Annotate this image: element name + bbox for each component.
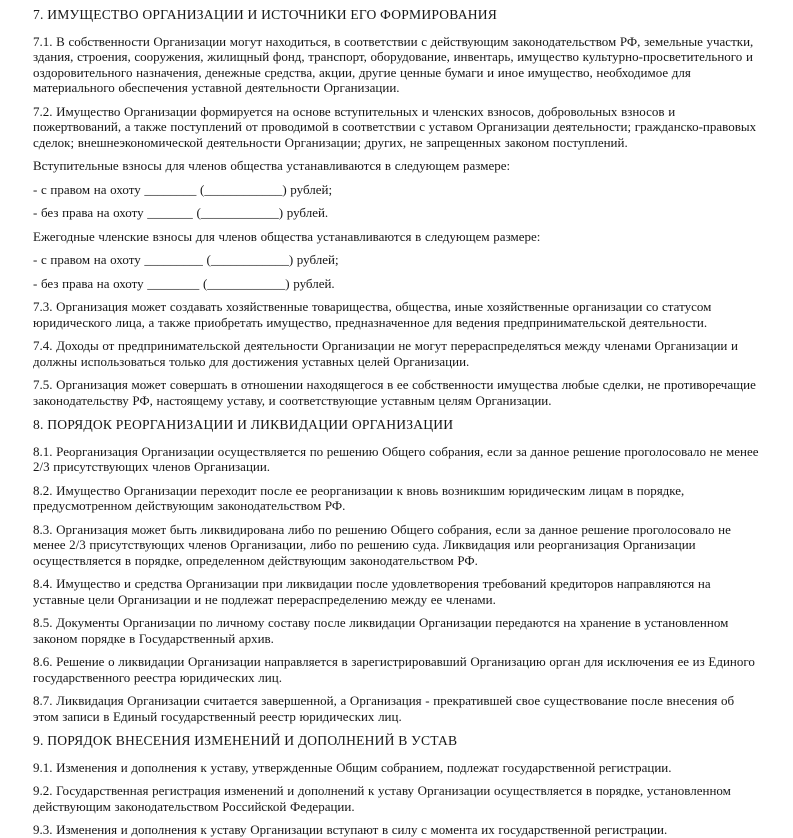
clause-7-4: 7.4. Доходы от предпринимательской деятельности Организации не могут перераспределяться между членами Организации и должны использоваться только для достижения уставных целей Организации.: [33, 338, 738, 369]
section-9-heading: 9. ПОРЯДОК ВНЕСЕНИЯ ИЗМЕНЕНИЙ И ДОПОЛНЕНИЙ В УСТАВ: [33, 733, 458, 748]
section-7-heading: 7. ИМУЩЕСТВО ОРГАНИЗАЦИИ И ИСТОЧНИКИ ЕГО ФОРМИРОВАНИЯ: [33, 7, 498, 22]
clause-8-6: 8.6. Решение о ликвидации Организации направляется в зарегистрировавший Организацию орган для исключения ее из Единого государственного реестра юридических лиц.: [33, 654, 755, 685]
section-7-property: [33, 7, 763, 408]
clause-7-5: 7.5. Организация может совершать в отношении находящегося в ее собственности имущества любые сделки, не противоречащие законодательству РФ, настоящему уставу, и соответствующие уставным целям Организации.: [33, 377, 756, 408]
annual-fees-intro: Ежегодные членские взносы для членов общества устанавливаются в следующем размере:: [33, 228, 541, 244]
clause-7-2: 7.2. Имущество Организации формируется на основе вступительных и членских взносов, добровольных взносов и пожертвований, а также поступлений от проводимой в соответствии с уставом Организации деятельности; гражданско-правовых сделок; внешнеэкономической деятельности Организации; других, не запрещенных законом поступлений.: [33, 103, 757, 150]
clause-7-3: 7.3. Организация может создавать хозяйственные товарищества, общества, иные хозяйственные организации со статусом юридического лица, а также приобретать имущество, предназначенное для ведения предпринимательской деятельности.: [33, 299, 712, 330]
clause-9-3: 9.3. Изменения и дополнения к уставу Организации вступают в силу с момента их государственной регистрации.: [33, 822, 668, 837]
clause-8-7: 8.7. Ликвидация Организации считается завершенной, а Организация - прекратившей свое существование после внесения об этом записи в Единый государственный реестр юридических лиц.: [33, 693, 735, 724]
annual-fee-with-hunting-right-blank: - с правом на охоту _________ (____________) рублей;: [33, 252, 339, 267]
section-8-reorganization: [33, 417, 763, 724]
entry-fees-intro: Вступительные взносы для членов общества устанавливаются в следующем размере:: [33, 158, 511, 173]
clause-8-2: 8.2. Имущество Организации переходит после ее реорганизации к вновь возникшим юридическим лицам в порядке, предусмотренном действующим законодательством РФ.: [33, 482, 685, 513]
clause-7-1: 7.1. В собственности Организации могут находиться, в соответствии с действующим законодательством РФ, земельные участки, здания, строения, сооружения, жилищный фонд, транспорт, оборудование, инвентарь, имущество культурно-просветительного и оздоровительного назначения, денежные средства, акции, другие ценные бумаги и иное имущество, необходимое для материального обеспечения уставной деятельности Организации.: [33, 33, 754, 95]
entry-fee-with-hunting-right-blank: - с правом на охоту ________ (____________) рублей;: [33, 181, 333, 197]
clause-9-1: 9.1. Изменения и дополнения к уставу, утвержденные Общим собранием, подлежат государственной регистрации.: [33, 759, 672, 775]
entry-fee-without-hunting-right-blank: - без права на охоту _______ (____________) рублей.: [33, 205, 329, 220]
clause-8-1: 8.1. Реорганизация Организации осуществляется по решению Общего собрания, если за данное решение проголосовало не менее 2/3 присутствующих членов Организации.: [33, 443, 759, 474]
clause-8-5: 8.5. Документы Организации по личному составу после ликвидации Организации передаются на хранение в установленном законом порядке в Государственный архив.: [33, 615, 729, 646]
clause-8-3: 8.3. Организация может быть ликвидирована либо по решению Общего собрания, если за данное решение проголосовало не менее 2/3 присутствующих членов Организации, либо по решению суда. Ликвидация или реорганизация Организации осуществляется в порядке, определенном действующим законодательством РФ.: [33, 521, 731, 568]
clause-8-4: 8.4. Имущество и средства Организации при ликвидации после удовлетворения требований кредиторов направляются на уставные цели Организации и не подлежат перераспределению между ее членами.: [33, 576, 711, 607]
clause-9-2: 9.2. Государственная регистрация изменений и дополнений к уставу Организации осуществляется в порядке, установленном действующим законодательством Российской Федерации.: [33, 783, 731, 814]
section-9-amendments: [33, 733, 763, 838]
section-8-heading: 8. ПОРЯДОК РЕОРГАНИЗАЦИИ И ЛИКВИДАЦИИ ОРГАНИЗАЦИИ: [33, 417, 454, 432]
annual-fee-without-hunting-right-blank: - без права на охоту ________ (____________) рублей.: [33, 275, 335, 291]
